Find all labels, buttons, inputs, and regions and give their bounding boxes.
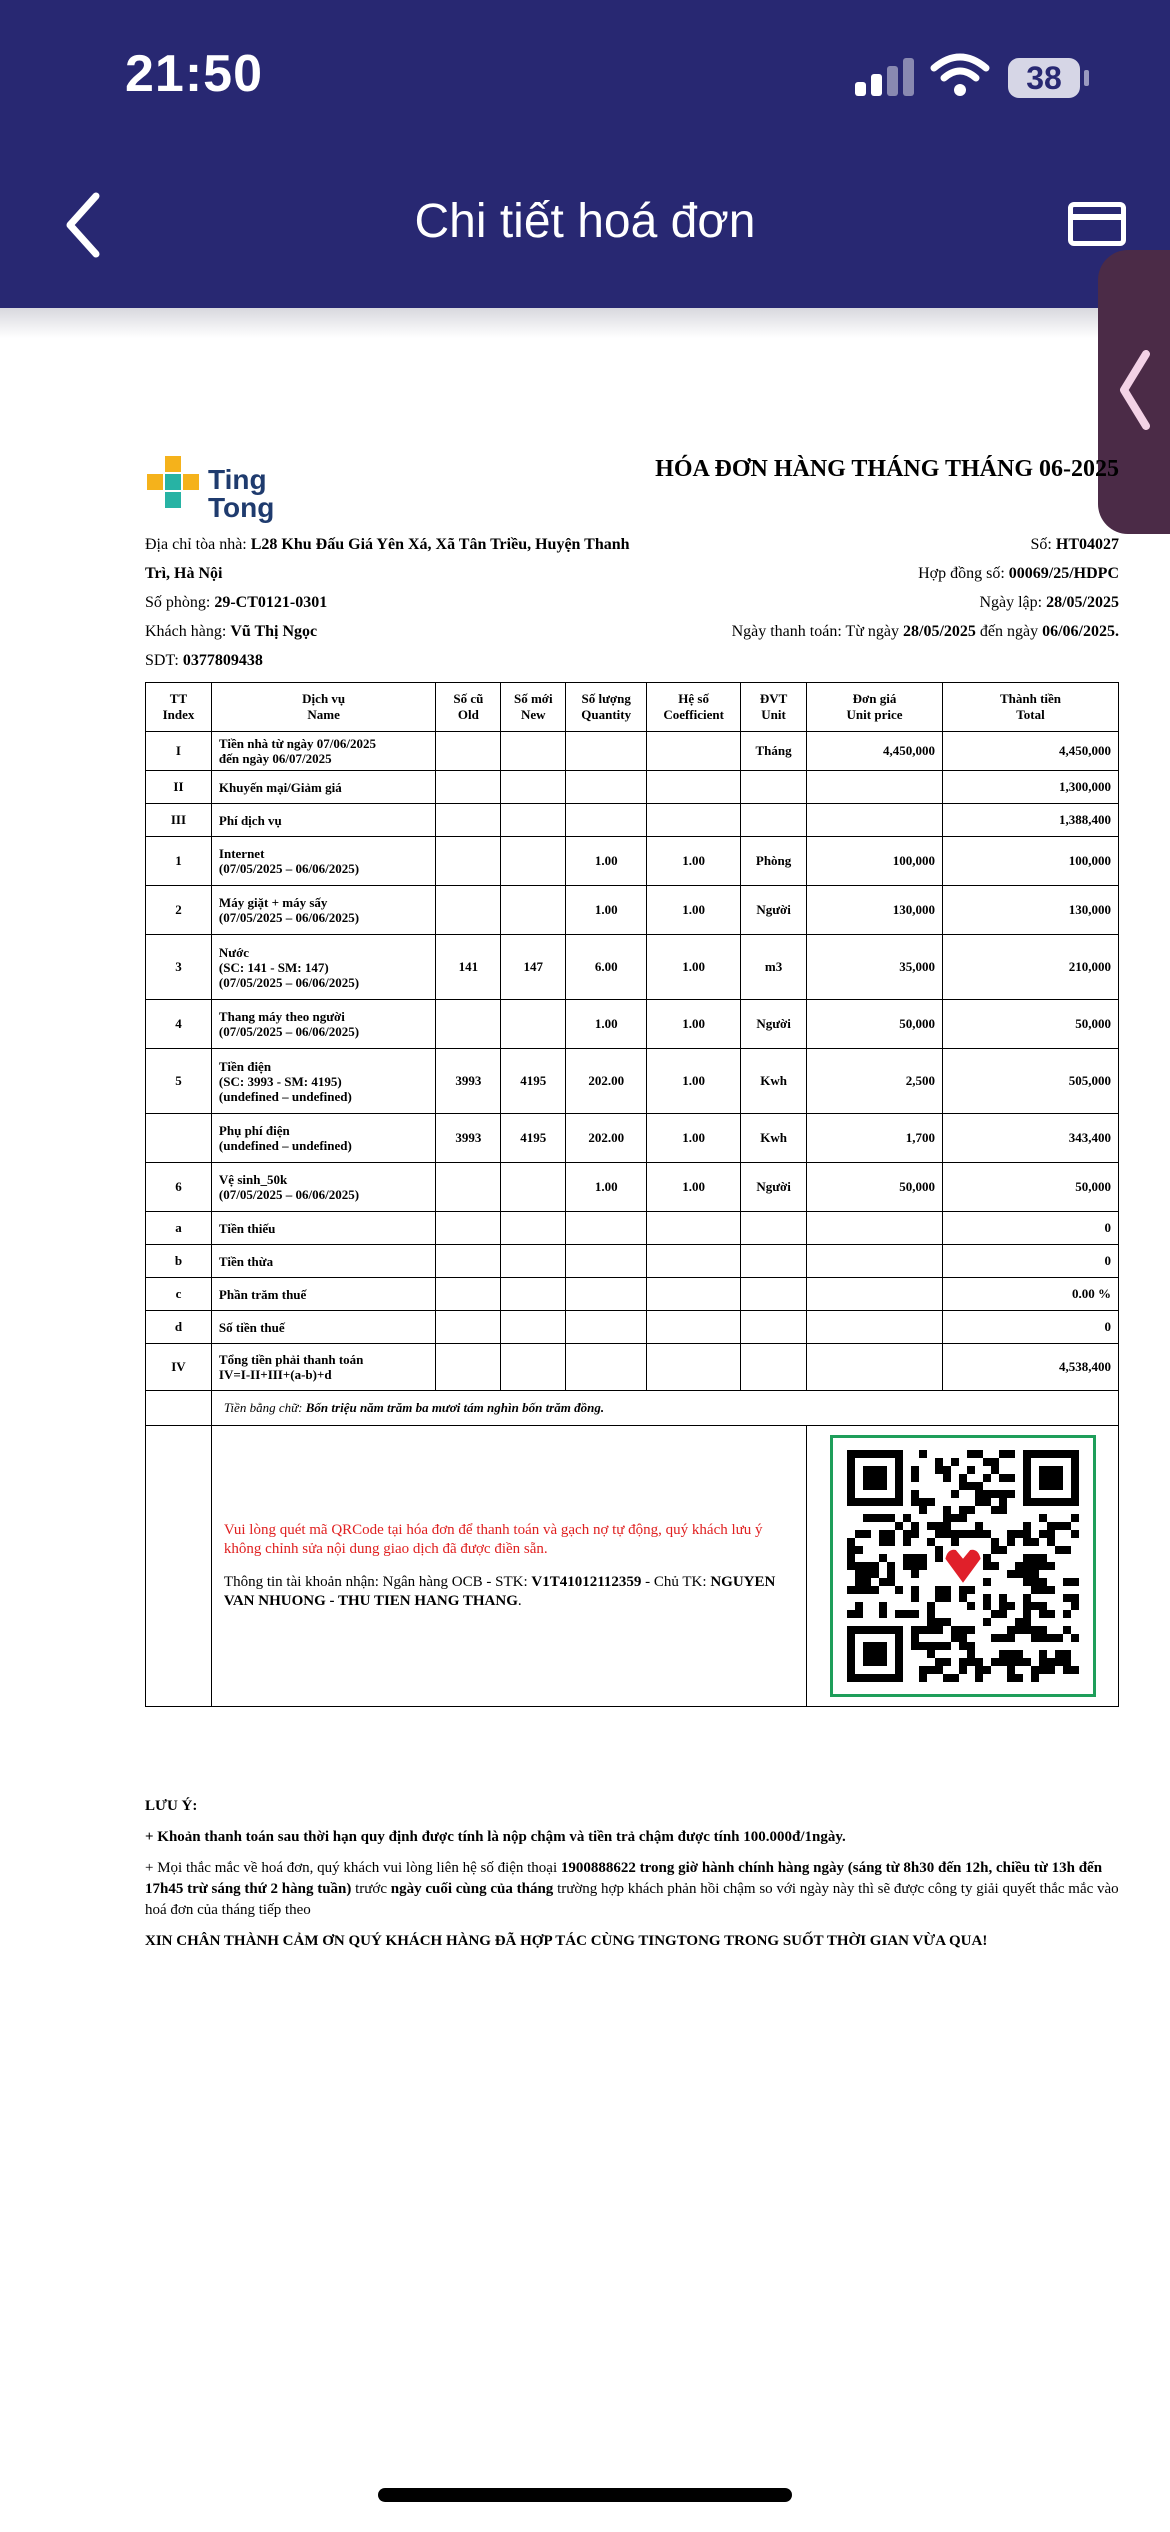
cell-name: Máy giặt + máy sấy (07/05/2025 – 06/06/2025) [211, 886, 436, 935]
cell-new: 4195 [501, 1114, 566, 1163]
table-row [146, 1311, 1119, 1344]
cell-total: 343,400 [942, 1114, 1118, 1163]
cell-name: Tiền thừa [211, 1245, 436, 1278]
cell-coef: 1.00 [647, 935, 741, 1000]
cell-qty: 1.00 [566, 1000, 647, 1049]
cell-unit [741, 1245, 807, 1278]
cell-name: Nước (SC: 141 - SM: 147) (07/05/2025 – 06/06/2025) [211, 935, 436, 1000]
cell-unit [741, 1311, 807, 1344]
cell-price: 50,000 [807, 1000, 943, 1049]
table-row [146, 1212, 1119, 1245]
cell-total: 0 [942, 1212, 1118, 1245]
cell-new [501, 1278, 566, 1311]
cell-name: Tiền điện (SC: 3993 - SM: 4195) (undefined – undefined) [211, 1049, 436, 1114]
cell-coef [647, 1344, 741, 1391]
logo-text: Ting Tong [208, 464, 275, 523]
table-row [146, 1114, 1119, 1163]
column-header: Dịch vụ Name [211, 683, 436, 732]
cell-price [807, 1311, 943, 1344]
invoice-table [145, 682, 1119, 1707]
cell-total: 50,000 [942, 1163, 1118, 1212]
cell-qty: 1.00 [566, 886, 647, 935]
table-row [146, 804, 1119, 837]
cell-unit [741, 771, 807, 804]
battery-tip [1084, 70, 1089, 86]
cell-total: 4,538,400 [942, 1344, 1118, 1391]
table-row [146, 1344, 1119, 1391]
logo-mark-icon [145, 454, 205, 514]
late-payment-note: + Khoản thanh toán sau thời hạn quy định được tính là nộp chậm và tiền trả chậm được tính 100.000đ/1ngày. [145, 1829, 846, 1845]
cell-unit [741, 1278, 807, 1311]
home-indicator [378, 2488, 792, 2502]
room-line: Số phòng: 29-CT0121-0301 [145, 594, 328, 611]
cell-qty [566, 1344, 647, 1391]
payment-qr-code [830, 1435, 1096, 1697]
cell-new [501, 771, 566, 804]
cell-coef: 1.00 [647, 1163, 741, 1212]
table-row [146, 771, 1119, 804]
status-time: 21:50 [125, 45, 263, 103]
cell-new [501, 837, 566, 886]
qr-payment-row [146, 1426, 1119, 1707]
cell-total: 210,000 [942, 935, 1118, 1000]
amount-in-words-row: Tiền bằng chữ: Bốn triệu năm trăm ba mươi tám nghìn bốn trăm đồng. [146, 1391, 1119, 1426]
cell-new [501, 1311, 566, 1344]
cell-unit [741, 1344, 807, 1391]
battery-icon: 38 [1008, 58, 1080, 98]
cell-old [436, 1000, 501, 1049]
column-header: Thành tiền Total [942, 683, 1118, 732]
cell-coef [647, 1245, 741, 1278]
qr-instruction-text: Vui lòng quét mã QRCode tại hóa đơn để thanh toán và gạch nợ tự động, quý khách lưu ý không chỉnh sửa nội dung giao dịch đã được điền sẵn. [223, 1522, 763, 1557]
cell-old [436, 837, 501, 886]
cell-coef: 1.00 [647, 1000, 741, 1049]
invoice-title: HÓA ĐƠN HÀNG THÁNG THÁNG 06-2025 [655, 456, 1119, 482]
cell-idx: a [146, 1212, 212, 1245]
contact-note: + Mọi thắc mắc về hoá đơn, quý khách vui lòng liên hệ số điện thoại 1900888622 trong giờ hành chính hàng ngày (sáng từ 8h30 đến 12h, chiều từ 13h đến 17h45 trừ sáng thứ 2 hàng tuần) trước ngày cuối cùng của tháng trường hợp khách phản hồi chậm so với ngày này thì sẽ được công ty giải quyết thắc mắc vào hoá đơn của tháng tiếp theo [145, 1860, 1119, 1918]
cell-price [807, 1344, 943, 1391]
cell-qty [566, 732, 647, 771]
address-line: Địa chỉ tòa nhà: L28 Khu Đấu Giá Yên Xá, Xã Tân Triều, Huyện Thanh Trì, Hà Nội [145, 536, 630, 582]
cell-total: 0 [942, 1311, 1118, 1344]
cell-new [501, 1245, 566, 1278]
cell-old [436, 771, 501, 804]
cell-qty: 1.00 [566, 837, 647, 886]
cell-price [807, 804, 943, 837]
cell-name: Tiền nhà từ ngày 07/06/2025 đến ngày 06/07/2025 [211, 732, 436, 771]
cell-price: 4,450,000 [807, 732, 943, 771]
payment-period-line: Ngày thanh toán: Từ ngày 28/05/2025 đến ngày 06/06/2025. [731, 623, 1119, 640]
cell-old [436, 732, 501, 771]
cell-unit [741, 1212, 807, 1245]
cell-total: 4,450,000 [942, 732, 1118, 771]
date-line: Ngày lập: 28/05/2025 [979, 594, 1119, 611]
card-icon[interactable] [1068, 202, 1126, 246]
cell-price: 100,000 [807, 837, 943, 886]
cell-price [807, 1278, 943, 1311]
column-header: Hệ số Coefficient [647, 683, 741, 732]
cell-coef [647, 804, 741, 837]
cell-qty [566, 771, 647, 804]
cell-coef [647, 1278, 741, 1311]
cell-unit: Người [741, 886, 807, 935]
bank-account-text: Thông tin tài khoản nhận: Ngân hàng OCB - STK: V1T41012112359 - Chủ TK: NGUYEN VAN NHUONG - THU TIEN HANG THANG. [223, 1574, 776, 1609]
cell-qty: 202.00 [566, 1114, 647, 1163]
cell-name: Tiền thiếu [211, 1212, 436, 1245]
cell-price: 2,500 [807, 1049, 943, 1114]
cell-old [436, 1278, 501, 1311]
cell-name: Vệ sinh_50k (07/05/2025 – 06/06/2025) [211, 1163, 436, 1212]
cell-new [501, 732, 566, 771]
cell-idx: 1 [146, 837, 212, 886]
payment-instructions [211, 1426, 806, 1707]
table-row [146, 1278, 1119, 1311]
cell-coef [647, 732, 741, 771]
cell-idx: 6 [146, 1163, 212, 1212]
cell-idx: 3 [146, 935, 212, 1000]
table-row [146, 1000, 1119, 1049]
contract-line: Hợp đồng số: 00069/25/HDPC [918, 565, 1119, 582]
thank-you-note: XIN CHÂN THÀNH CẢM ƠN QUÝ KHÁCH HÀNG ĐÃ HỢP TÁC CÙNG TINGTONG TRONG SUỐT THỜI GIAN VỪA QUA! [145, 1933, 988, 1949]
cell-qty [566, 804, 647, 837]
cell-new [501, 886, 566, 935]
cell-idx [146, 1114, 212, 1163]
cell-idx: 4 [146, 1000, 212, 1049]
cell-coef: 1.00 [647, 837, 741, 886]
cell-unit: Kwh [741, 1049, 807, 1114]
column-header: Số cũ Old [436, 683, 501, 732]
cell-qty: 202.00 [566, 1049, 647, 1114]
cell-coef [647, 771, 741, 804]
cell-new [501, 1212, 566, 1245]
cell-old [436, 1344, 501, 1391]
column-header: Số lượng Quantity [566, 683, 647, 732]
table-row [146, 837, 1119, 886]
table-row [146, 935, 1119, 1000]
cell-unit [741, 804, 807, 837]
wifi-icon [930, 52, 990, 98]
cell-name: Internet (07/05/2025 – 06/06/2025) [211, 837, 436, 886]
cell-coef [647, 1212, 741, 1245]
cell-name: Tổng tiền phải thanh toán IV=I-II+III+(a-b)+d [211, 1344, 436, 1391]
cell-new [501, 1000, 566, 1049]
cell-coef: 1.00 [647, 1049, 741, 1114]
cell-old: 3993 [436, 1049, 501, 1114]
cell-idx: III [146, 804, 212, 837]
header-shadow [0, 308, 1170, 338]
cell-price [807, 1245, 943, 1278]
cell-old [436, 1245, 501, 1278]
cell-price: 35,000 [807, 935, 943, 1000]
cell-old [436, 1212, 501, 1245]
table-row [146, 1049, 1119, 1114]
page-title: Chi tiết hoá đơn [414, 195, 756, 248]
cell-old [436, 1163, 501, 1212]
cell-unit: Người [741, 1163, 807, 1212]
cell-idx: b [146, 1245, 212, 1278]
cell-idx: I [146, 732, 212, 771]
phone-line: SDT: 0377809438 [145, 652, 263, 669]
qr-code-image [833, 1438, 1093, 1694]
column-header: ĐVT Unit [741, 683, 807, 732]
cell-idx: d [146, 1311, 212, 1344]
cell-total: 1,300,000 [942, 771, 1118, 804]
cell-old: 3993 [436, 1114, 501, 1163]
cell-total: 505,000 [942, 1049, 1118, 1114]
cell-name: Phần trăm thuế [211, 1278, 436, 1311]
cell-name: Thang máy theo người (07/05/2025 – 06/06/2025) [211, 1000, 436, 1049]
cellular-signal-icon [855, 58, 917, 96]
cell-price: 1,700 [807, 1114, 943, 1163]
app-header [0, 0, 1170, 308]
cell-qty: 1.00 [566, 1163, 647, 1212]
notes-section [145, 1796, 1119, 1962]
cell-idx: 5 [146, 1049, 212, 1114]
cell-name: Phí dịch vụ [211, 804, 436, 837]
cell-total: 50,000 [942, 1000, 1118, 1049]
cell-name: Khuyến mại/Giảm giá [211, 771, 436, 804]
column-header: Đơn giá Unit price [807, 683, 943, 732]
cell-name: Số tiền thuế [211, 1311, 436, 1344]
cell-name: Phụ phí điện (undefined – undefined) [211, 1114, 436, 1163]
invoice-info-left [145, 530, 645, 675]
cell-unit: Tháng [741, 732, 807, 771]
cell-total: 1,388,400 [942, 804, 1118, 837]
cell-unit: Người [741, 1000, 807, 1049]
cell-price: 50,000 [807, 1163, 943, 1212]
cell-unit: Kwh [741, 1114, 807, 1163]
cell-unit: m3 [741, 935, 807, 1000]
cell-new [501, 804, 566, 837]
cell-old [436, 804, 501, 837]
notes-title: LƯU Ý: [145, 1798, 198, 1814]
cell-new [501, 1163, 566, 1212]
cell-idx: II [146, 771, 212, 804]
cell-new: 4195 [501, 1049, 566, 1114]
cell-new: 147 [501, 935, 566, 1000]
cell-total: 0.00 % [942, 1278, 1118, 1311]
customer-line: Khách hàng: Vũ Thị Ngọc [145, 623, 318, 640]
cell-unit: Phòng [741, 837, 807, 886]
cell-old: 141 [436, 935, 501, 1000]
cell-coef: 1.00 [647, 1114, 741, 1163]
cell-qty [566, 1311, 647, 1344]
cell-coef [647, 1311, 741, 1344]
cell-qty: 6.00 [566, 935, 647, 1000]
chevron-left-icon [1116, 350, 1156, 430]
cell-qty [566, 1278, 647, 1311]
invoice-number-line: Số: HT04027 [1030, 536, 1119, 553]
cell-price [807, 1212, 943, 1245]
cell-total: 100,000 [942, 837, 1118, 886]
table-row [146, 1163, 1119, 1212]
cell-price: 130,000 [807, 886, 943, 935]
column-header: Số mới New [501, 683, 566, 732]
invoice-info-right [599, 530, 1119, 646]
cell-idx: 2 [146, 886, 212, 935]
cell-price [807, 771, 943, 804]
cell-total: 130,000 [942, 886, 1118, 935]
tingtong-logo [145, 454, 285, 524]
cell-total: 0 [942, 1245, 1118, 1278]
cell-qty [566, 1212, 647, 1245]
side-drawer-handle[interactable] [1098, 250, 1170, 534]
cell-old [436, 886, 501, 935]
cell-new [501, 1344, 566, 1391]
cell-idx: IV [146, 1344, 212, 1391]
cell-idx: c [146, 1278, 212, 1311]
table-row [146, 732, 1119, 771]
cell-qty [566, 1245, 647, 1278]
cell-coef: 1.00 [647, 886, 741, 935]
table-row [146, 1245, 1119, 1278]
table-header-row [146, 683, 1119, 732]
column-header: TT Index [146, 683, 212, 732]
table-row [146, 886, 1119, 935]
cell-old [436, 1311, 501, 1344]
